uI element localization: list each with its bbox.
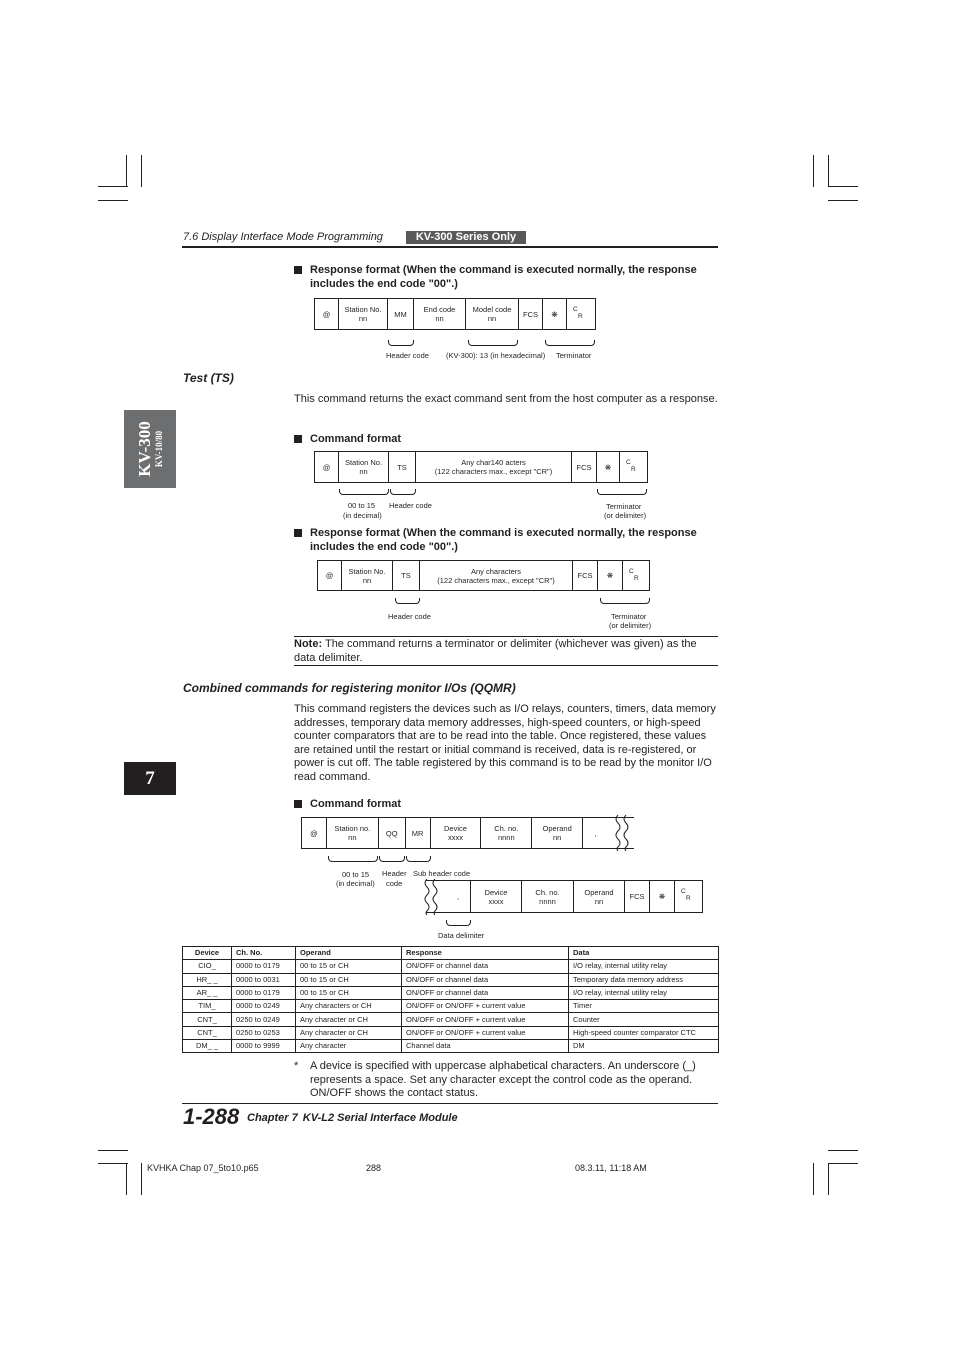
side-tab-sub: KV-10/80	[154, 430, 164, 468]
diagram-label: code	[386, 879, 403, 888]
table-row	[183, 986, 719, 999]
note-text: The command returns a terminator or delimiter (whichever was given) as the data delimiter.	[294, 638, 697, 664]
footer-rule	[182, 1103, 718, 1104]
table-header-row	[183, 947, 719, 960]
square-bullet-icon	[294, 435, 302, 443]
crop-mark	[828, 155, 829, 187]
crop-mark	[828, 1163, 829, 1195]
frame-cell: MR	[406, 818, 431, 848]
brace	[446, 920, 471, 926]
print-file-name: KVHKA Chap 07_5to10.p65	[147, 1163, 259, 1173]
table-cell: 00 to 15 or CH	[296, 973, 402, 986]
table-cell: I/O relay, internal utility relay	[569, 960, 719, 973]
note-rule	[294, 665, 718, 666]
frame-cell: QQ	[379, 818, 406, 848]
terminator-mark: ❋	[650, 881, 675, 912]
crop-mark	[98, 186, 128, 187]
crop-mark	[828, 1163, 858, 1164]
brace	[597, 489, 647, 495]
test-ts-title: Test (TS)	[183, 371, 234, 385]
print-page-number: 288	[366, 1163, 382, 1173]
side-tab	[124, 410, 176, 488]
table-cell: DM_ _	[183, 1040, 232, 1053]
table-cell: 0000 to 0179	[232, 986, 296, 999]
footnote-mark: *	[294, 1060, 299, 1072]
frame-cell: @	[315, 452, 339, 482]
brace	[545, 340, 595, 346]
diagram-label: (or delimiter)	[609, 621, 652, 630]
table-row	[183, 1040, 719, 1053]
table-cell: ON/OFF or ON/OFF + current value	[402, 1013, 569, 1026]
table-cell: 0250 to 0249	[232, 1013, 296, 1026]
table-cell: 00 to 15 or CH	[296, 960, 402, 973]
frame-cell: Station No. nn	[339, 299, 388, 329]
table-header-cell: Ch. No.	[232, 947, 296, 960]
footnote-text: A device is specified with uppercase alphabetical characters. An underscore (_) represents a space. Set any character except the control code as the operand. ON/OFF shows the contact status.	[310, 1060, 696, 1099]
response-frame-diagram	[314, 298, 596, 330]
frame-cell: TS	[393, 561, 420, 590]
table-cell: ON/OFF or channel data	[402, 960, 569, 973]
note-rule	[294, 636, 718, 637]
frame-edge	[426, 880, 448, 881]
table-cell: Any character or CH	[296, 1026, 402, 1039]
series-badge: KV-300 Series Only	[406, 231, 526, 244]
frame-cell: FCS	[625, 881, 650, 912]
table-cell: 0000 to 0249	[232, 1000, 296, 1013]
frame-cell: Device xxxx	[431, 818, 482, 848]
table-row	[183, 973, 719, 986]
table-cell: Timer	[569, 1000, 719, 1013]
frame-cell: FCS	[573, 561, 598, 590]
chapter-title	[247, 1112, 458, 1124]
table-cell: 0000 to 0179	[232, 960, 296, 973]
continuation-wave-icon	[421, 879, 443, 915]
frame-cell: ,	[446, 881, 471, 912]
crop-mark	[141, 1163, 142, 1195]
frame-cell: @	[302, 818, 327, 848]
frame-cell: Operand nn	[532, 818, 583, 848]
frame-cell: @	[318, 561, 342, 590]
chapter-label: Chapter 7	[247, 1112, 298, 1124]
table-cell: Channel data	[402, 1040, 569, 1053]
diagram-label: Data delimiter	[438, 931, 485, 940]
table-row	[183, 1000, 719, 1013]
table-cell: ON/OFF or ON/OFF + current value	[402, 1000, 569, 1013]
table-cell: 00 to 15 or CH	[296, 986, 402, 999]
square-bullet-icon	[294, 529, 302, 537]
frame-cell: @	[315, 299, 339, 329]
diagram-label: Terminator	[611, 612, 647, 621]
frame-cell: Ch. no. nnnn	[481, 818, 532, 848]
diagram-label: Header	[382, 869, 407, 878]
table-row	[183, 960, 719, 973]
frame-cell: FCS	[519, 299, 543, 329]
table-cell: High-speed counter comparator CTC	[569, 1026, 719, 1039]
table-cell: Temporary data memory address	[569, 973, 719, 986]
frame-cell: TS	[389, 452, 416, 482]
brace	[339, 489, 389, 495]
qqmr-command-frame-bottom	[446, 880, 703, 913]
diagram-label: 00 to 15	[342, 870, 370, 879]
table-cell: Any characters or CH	[296, 1000, 402, 1013]
diagram-label: (or delimiter)	[604, 511, 647, 520]
frame-cell: Station No. nn	[342, 561, 393, 590]
table-row	[183, 1026, 719, 1039]
note	[294, 638, 718, 665]
frame-cell: Ch. no. nnnn	[522, 881, 574, 912]
square-bullet-icon	[294, 800, 302, 808]
table-cell: ON/OFF or channel data	[402, 973, 569, 986]
command-format-heading: Command format	[294, 432, 724, 447]
brace	[390, 489, 416, 495]
response-format-heading: Response format (When the command is executed normally, the response includes the end code "00".)	[294, 526, 724, 556]
crop-mark	[98, 200, 128, 201]
crop-mark	[98, 1150, 128, 1151]
diagram-label: Header code	[386, 351, 429, 360]
brace	[395, 598, 420, 604]
terminator-mark: ❋	[543, 299, 567, 329]
frame-cell: Any characters (122 characters max., except "CR")	[420, 561, 573, 590]
frame-cell: ,	[594, 828, 597, 838]
note-label: Note:	[294, 638, 323, 650]
header-rule	[182, 246, 718, 248]
table-row	[183, 1013, 719, 1026]
table-cell: Any character	[296, 1040, 402, 1053]
diagram-label: 00 to 15	[348, 501, 376, 510]
table-cell: HR_ _	[183, 973, 232, 986]
frame-cell-cr: C R	[573, 306, 583, 320]
table-cell: 0250 to 0253	[232, 1026, 296, 1039]
diagram-label: Sub header code	[413, 869, 471, 878]
table-cell: ON/OFF or channel data	[402, 986, 569, 999]
continuation-wave-icon	[614, 815, 636, 851]
diagram-label: (in decimal)	[336, 879, 375, 888]
page-number: 1-288	[183, 1104, 240, 1129]
terminator-mark: ❋	[597, 452, 620, 482]
frame-cell: Device xxxx	[471, 881, 522, 912]
table-cell: Counter	[569, 1013, 719, 1026]
table-cell: TIM_	[183, 1000, 232, 1013]
side-tab-main: KV-300	[135, 421, 154, 477]
qqmr-description: This command registers the devices such as I/O relays, counters, timers, data memory addresses, temporary data memory addresses, high-speed counters, or high-speed counter comparators that are to be read into the table. Once registered, these values are retained until the restart or initial command is received, data is re-registered, or power is cut off. The table registered by this command is to be read by the monitor I/O read command.	[294, 703, 716, 783]
frame-cell: Station No. nn	[339, 452, 389, 482]
table-header-cell: Data	[569, 947, 719, 960]
frame-cell: Operand nn	[574, 881, 625, 912]
frame-cell: MM	[388, 299, 414, 329]
frame-cell-cr: C R	[626, 459, 636, 473]
command-format-heading: Command format	[294, 797, 724, 812]
table-cell: ON/OFF or ON/OFF + current value	[402, 1026, 569, 1039]
crop-mark	[828, 186, 858, 187]
table-cell: 0000 to 0031	[232, 973, 296, 986]
square-bullet-icon	[294, 266, 302, 274]
table-cell: DM	[569, 1040, 719, 1053]
diagram-label: Header code	[388, 612, 431, 621]
frame-edge	[426, 912, 448, 913]
frame-cell: Station no. nn	[327, 818, 379, 848]
crop-mark	[126, 155, 127, 187]
diagram-label: (KV-300): 13 (in hexadecimal)	[446, 351, 546, 360]
table-header-cell: Operand	[296, 947, 402, 960]
device-table	[182, 946, 719, 1053]
terminator-mark: ❋	[598, 561, 623, 590]
diagram-label: Header code	[389, 501, 432, 510]
test-ts-description: This command returns the exact command sent from the host computer as a response.	[294, 393, 718, 405]
frame-cell: Model code nn	[466, 299, 519, 329]
frame-cell-cr: C R	[629, 568, 639, 582]
crop-mark	[98, 1163, 128, 1164]
section-title: 7.6 Display Interface Mode Programming	[183, 231, 383, 243]
table-header-cell: Device	[183, 947, 232, 960]
table-cell: 0000 to 9999	[232, 1040, 296, 1053]
print-date: 08.3.11, 11:18 AM	[575, 1163, 647, 1173]
chapter-name: KV-L2 Serial Interface Module	[302, 1112, 458, 1124]
frame-cell: End code nn	[414, 299, 466, 329]
brace	[379, 856, 405, 862]
brace	[468, 340, 518, 346]
ts-response-frame-diagram	[317, 560, 650, 591]
qqmr-command-frame-top	[301, 817, 608, 849]
table-cell: Any character or CH	[296, 1013, 402, 1026]
diagram-label: (in decimal)	[343, 511, 382, 520]
crop-mark	[828, 1150, 858, 1151]
chapter-tab: 7	[124, 762, 176, 795]
crop-mark	[813, 155, 814, 187]
crop-mark	[126, 1163, 127, 1195]
table-cell: CNT_	[183, 1026, 232, 1039]
brace	[600, 598, 650, 604]
table-cell: CNT_	[183, 1013, 232, 1026]
table-cell: AR_ _	[183, 986, 232, 999]
table-cell: CIO_	[183, 960, 232, 973]
frame-cell: Any char140 acters (122 characters max., except "CR")	[416, 452, 572, 482]
brace	[328, 856, 378, 862]
frame-cell-cr: C R	[681, 888, 691, 902]
crop-mark	[141, 155, 142, 187]
crop-mark	[813, 1163, 814, 1195]
qqmr-title: Combined commands for registering monitor I/Os (QQMR)	[183, 681, 516, 695]
crop-mark	[828, 200, 858, 201]
brace	[406, 856, 431, 862]
table-cell: I/O relay, internal utility relay	[569, 986, 719, 999]
diagram-label: Terminator	[556, 351, 592, 360]
frame-cell: FCS	[572, 452, 597, 482]
diagram-label: Terminator	[606, 502, 642, 511]
ts-command-frame-diagram	[314, 451, 648, 483]
table-header-cell: Response	[402, 947, 569, 960]
brace	[388, 340, 414, 346]
response-format-heading: Response format (When the command is executed normally, the response includes the end code "00".)	[294, 263, 724, 293]
